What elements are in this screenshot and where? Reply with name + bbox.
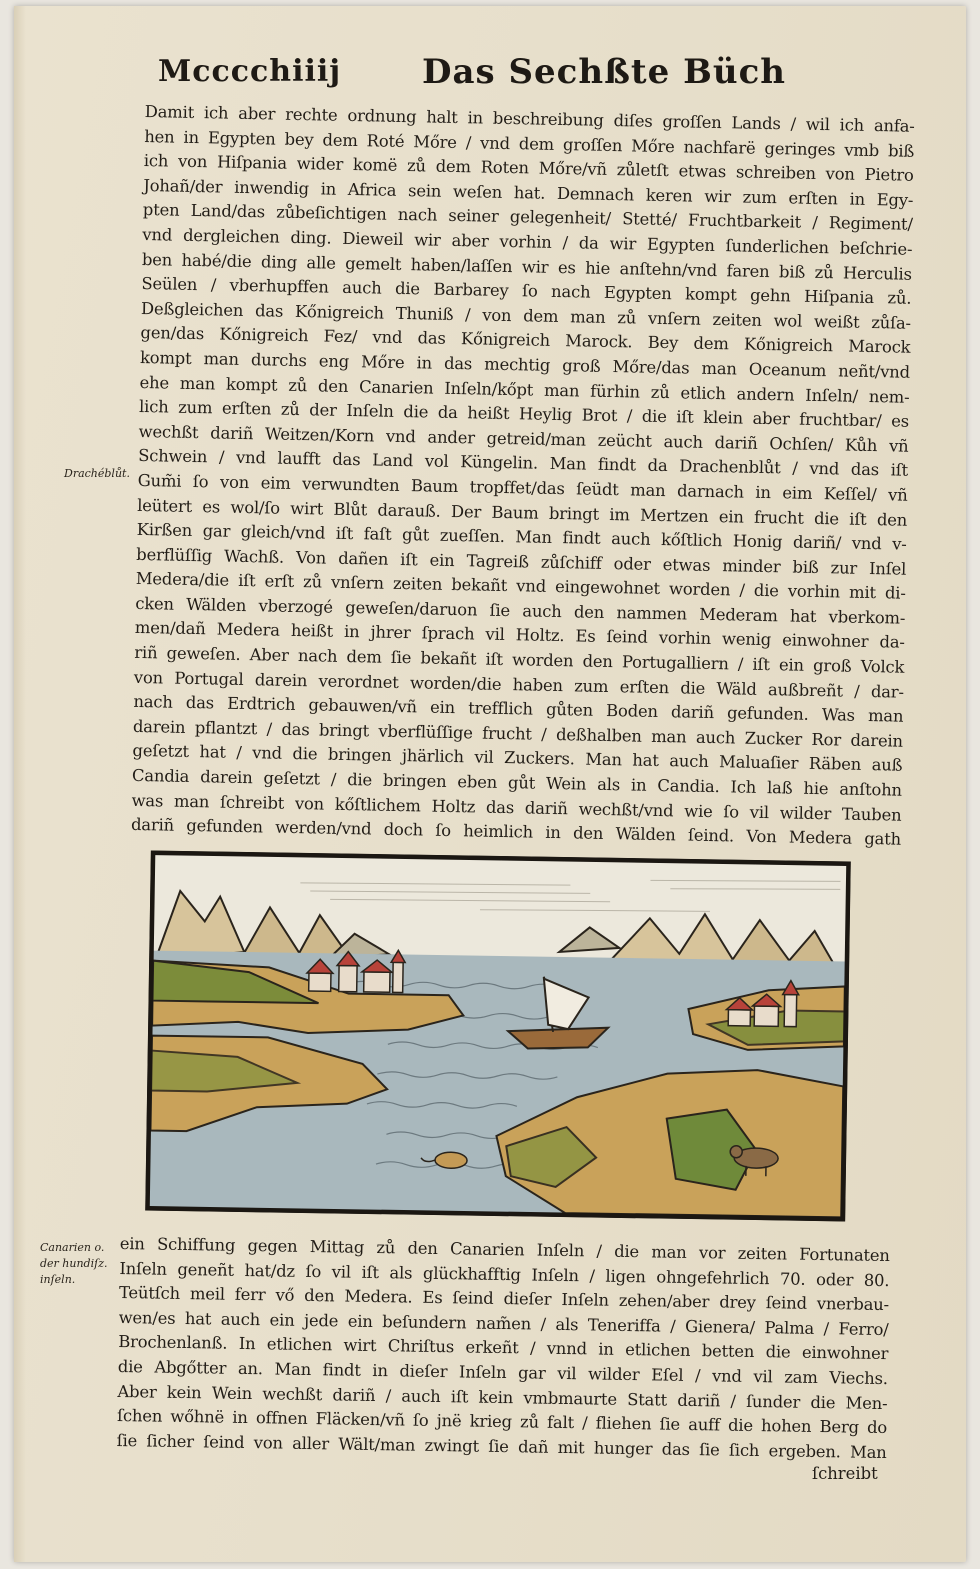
text-line: Deßgleichen das Kőnigreich Thuniß / von dem man zů vnſern zeiten wol weißt zůſa- [140, 298, 912, 333]
text-line: ehe man kompt zů den Canarien Inſeln/kőpt man fürhin zů etlich andern Inſeln/ nem- [139, 372, 910, 407]
text-line: ein Schiffung gegen Mittag zů den Canarien Inſeln / die man vor zeiten Fortunaten [119, 1233, 890, 1266]
folio-number: Mcccchiiij [158, 54, 342, 89]
text-line: von Portugal darein verordnet worden/die haben zum erſten die Wäld außbreñt / dar- [133, 667, 904, 702]
text-line: hen in Egypten bey dem Roté Mőre / vnd dem groſſen Mőre nachfarë geringes vmb biß [144, 126, 915, 161]
margin-note-canarien [40, 1240, 107, 1288]
page-edge [14, 6, 26, 1562]
text-line: ben habé/die ding alle gemelt haben/laſſen wir es hie anſtehn/vnd faren biß zů Herculis [141, 249, 912, 284]
text-line: Medera/die iſt erſt zů vnſern zeiten bekañt vnd eingewohnet worden / die vorhin mit di- [135, 569, 906, 603]
text-line: Schwein / vnd laufft das Land vol Küngelin. Man findt da Drachenblůt / vnd das iſt [137, 446, 909, 481]
text-line: Seülen / vberhupffen auch die Barbarey ſo nach Egypten kompt gehn Hiſpania zů. [141, 274, 912, 308]
text-line: vnd dergleichen ding. Dieweil wir aber vorhin / da wir Egypten ſunderlichen beſchrie- [142, 224, 913, 259]
text-line: dariñ gefunden werden/vnd doch ſo heimlich in den Wälden ſeind. Von Medera gath [130, 815, 902, 849]
margin-note-line: der hundiſz. [40, 1257, 108, 1270]
woodcut-illustration [145, 851, 851, 1222]
text-line: berflüſſig Wachß. Von dañen iſt ein Tagreiß zůſchiff oder etwas minder biß zur Inſel [136, 544, 907, 579]
text-line: riñ geweſen. Aber nach dem ſie bekañt iſt worden den Portugalliern / iſt ein groß Volck [134, 642, 905, 677]
main-text-block [131, 100, 915, 852]
text-line: ich von Hiſpania wider komë zů dem Roten Mőre/vñ zůletſt etwas schreiben von Pietro [143, 151, 914, 185]
running-head: Das Sechßte Büch [422, 52, 786, 92]
text-line: leütert es wol/ſo wirt Blůt darauß. Der Baum bringt im Mertzen ein frucht die iſt den [137, 495, 908, 530]
text-line: ſchen wőhnë in offnen Fläcken/vñ ſo jnë krieg zů falt / fliehen ſie auff die hohen Berg do [116, 1406, 888, 1438]
text-line: lich zum erſten zů der Inſeln die da heißt Heylig Brot / die iſt klein aber fruchtbar/ es [138, 397, 910, 431]
text-line: Kirßen gar gleich/vnd iſt faſt gůt zueſſen. Man findt auch kőſtlich Honig dariñ/ vnd v- [136, 520, 907, 554]
text-line: Gum̃i ſo von eim verwundten Baum tropffet/das ſeüdt man darnach in eim Keſſel/ vñ [137, 470, 908, 505]
text-line: geſetzt hat / vnd die bringen jhärlich vil Zuckers. Man hat auch Maluaſier Räben auß [132, 741, 903, 776]
text-line: Brochenlanß. In etlichen wirt Chriſtus erkeñt / vnnd in etlichen betten die einwohner [118, 1332, 889, 1364]
text-line: Teütſch meil ferr vő den Medera. Es ſeind dieſer Inſeln zehen/aber drey ſeind vnerbau- [118, 1283, 890, 1315]
catchword: ſchreibt [812, 1464, 878, 1483]
text-line: cken Wälden vberzogé geweſen/daruon ſie auch den nammen Mederam hat vberkom- [135, 593, 906, 628]
text-line: was man ſchreibt von kőſtlichem Holtz das dariñ wechßt/vnd wie ſo vil wilder Tauben [131, 790, 902, 825]
text-line: men/dañ Medera heißt in jhrer ſprach vil Holtz. Es ſeind vorhin wenig einwohner da- [134, 618, 905, 653]
margin-note-line: Canarien o. [40, 1241, 105, 1254]
page-header [150, 48, 910, 106]
text-line: Inſeln geneñt hat/dz ſo vil iſt als glückhafftig Inſeln / ligen ohngefehrlich 70. oder 80. [119, 1258, 890, 1290]
text-line: die Abgőtter an. Man findt in dieſer Inſeln gar vil wilder Eſel / vnd vil zam Viechs. [117, 1356, 888, 1389]
margin-note-drachenblut: Drachéblůt. [64, 467, 130, 480]
text-line: Aber kein Wein wechßt dariñ / auch iſt kein vmbmaurte Statt dariñ / ſunder die Men- [117, 1381, 888, 1413]
text-line: nach das Erdtrich gebauwen/vñ ein trefflich gůten Boden dariñ gefunden. Was man [133, 692, 904, 726]
text-line: wen/es hat auch ein jede ein beſundern nam̃en / als Teneriffa / Gienera/ Palma / Ferro/ [118, 1307, 889, 1339]
text-line: darein pflantzt / das bringt vberflüſſige frucht / deßhalben man auch Zucker Ror darein [132, 716, 904, 751]
text-line: Johañ/der inwendig in Africa sein weſen hat. Demnach keren wir zum erſten in Egy- [143, 175, 914, 210]
text-line: pten Land/das zůbeſichtigen nach seiner gelegenheit/ Stetté/ Fruchtbarkeit / Regiment/ [142, 200, 913, 235]
text-line: Damit ich aber rechte ordnung halt in beschreibung diſes groſſen Lands / wil ich anfa- [144, 101, 915, 136]
text-line: gen/das Kőnigreich Fez/ vnd das Kőnigreich Marock. Bey dem Kőnigreich Marock [140, 323, 911, 358]
text-line: Candia darein geſetzt / die bringen eben gůt Wein als in Candia. Ich laß hie anſtohn [131, 765, 903, 800]
bottom-text-block [117, 1232, 890, 1465]
text-line: wechßt dariñ Weitzen/Korn vnd ander getreid/man zeücht auch dariñ Ochſen/ Kůh vñ [138, 421, 909, 456]
text-line: kompt man durchs eng Mőre in das mechtig groß Mőre/das man Oceanum neñt/vnd [139, 347, 911, 382]
margin-note-line: inſeln. [40, 1273, 76, 1286]
text-line: ſie ſicher ſeind von aller Wält/man zwingt ſie dañ mit hunger das ſie ſich ergeben. Man [116, 1430, 887, 1462]
